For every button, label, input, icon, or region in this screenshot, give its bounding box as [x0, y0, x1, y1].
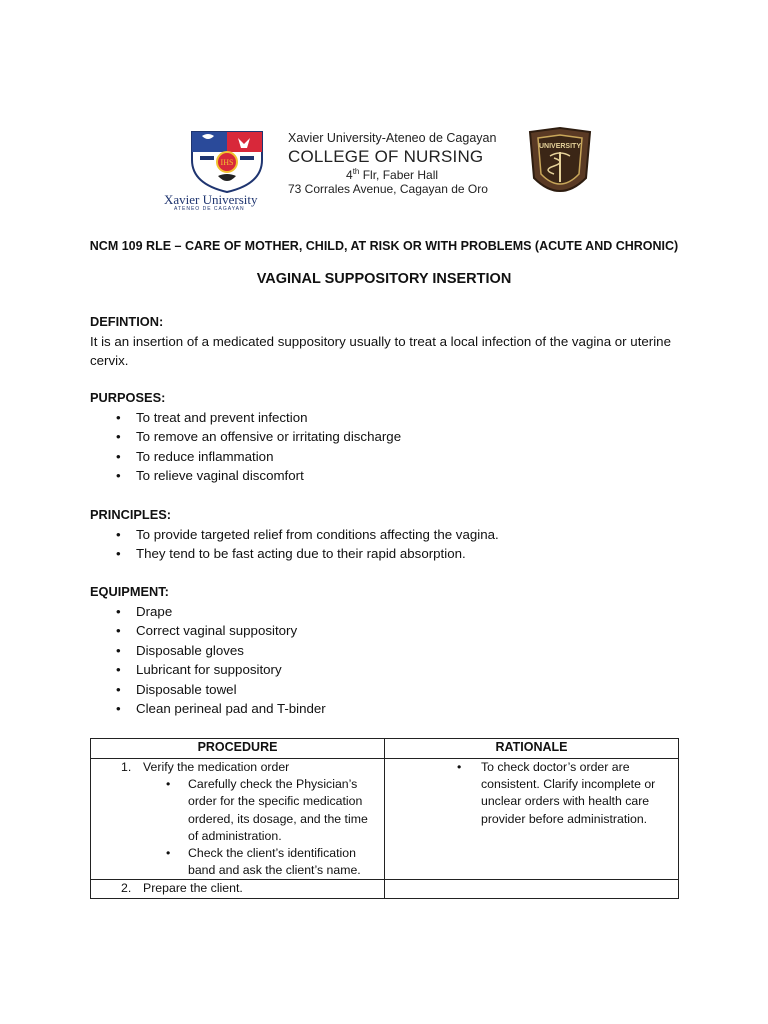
procedure-header: PROCEDURE [91, 739, 385, 759]
rationale-cell [385, 880, 679, 898]
list-item: • Disposable gloves [116, 641, 680, 661]
floor-hall: 4th Flr, Faber Hall [346, 166, 439, 182]
procedure-cell [91, 880, 385, 898]
list-item: • Lubricant for suppository [116, 660, 680, 680]
street-address: 73 Corrales Avenue, Cagayan de Oro [288, 181, 488, 196]
list-item: • Clean perineal pad and T-binder [116, 699, 680, 719]
equipment-label: EQUIPMENT: [90, 584, 169, 599]
list-item: • Drape [116, 602, 680, 622]
college-address-block [288, 132, 496, 195]
university-name: Xavier University [164, 192, 258, 207]
procedure-substeps [91, 776, 384, 879]
list-item: • To provide targeted relief from conditions affecting the vagina. [116, 525, 680, 545]
list-item: • Disposable towel [116, 680, 680, 700]
university-motto: ATENEO DE CAGAYAN [174, 206, 245, 212]
step-text: Prepare the client. [143, 881, 243, 896]
purposes-label: PURPOSES: [90, 390, 166, 405]
purposes-list [90, 408, 680, 486]
rationale-header: RATIONALE [385, 739, 679, 759]
step-number: 2. [121, 881, 132, 896]
list-item: • To check doctor’s order are consistent. Clarify incomplete or unclear orders with health care provider before administration. [457, 759, 670, 828]
college-name: COLLEGE OF NURSING [288, 146, 484, 166]
rationale-cell [385, 759, 679, 880]
list-item: • To treat and prevent infection [116, 408, 680, 428]
procedure-step [91, 880, 384, 897]
list-item: • Correct vaginal suppository [116, 621, 680, 641]
step-text: Verify the medication order [143, 760, 290, 774]
list-item: • To remove an offensive or irritating discharge [116, 427, 680, 447]
purposes-section [90, 388, 680, 486]
document-header [160, 122, 610, 210]
definition-text: It is an insertion of a medicated suppository usually to treat a local infection of the vagina or uterine cervix. [90, 333, 671, 368]
procedure-step [91, 759, 384, 776]
definition-section [90, 312, 680, 371]
table-row [91, 880, 679, 898]
list-item: • Check the client’s identification band and ask the client’s name. [166, 845, 378, 879]
principles-section [90, 505, 680, 564]
list-item: • Carefully check the Physician’s order for the specific medication ordered, its dosage, and the time of administration. [166, 776, 378, 845]
list-item: • To reduce inflammation [116, 447, 680, 467]
course-title: NCM 109 RLE – CARE OF MOTHER, CHILD, AT RISK OR WITH PROBLEMS (ACUTE AND CHRONIC) [89, 239, 679, 253]
seal-text: UNIVERSITY [538, 143, 582, 150]
principles-label: PRINCIPLES: [90, 507, 172, 522]
college-of-nursing-seal-logo [526, 126, 594, 206]
university-full-name: Xavier University-Ateneo de Cagayan [288, 131, 497, 145]
table-row [91, 759, 679, 880]
principles-list [90, 525, 680, 564]
svg-text:IHS: IHS [220, 158, 234, 167]
document-title: VAGINAL SUPPOSITORY INSERTION [256, 271, 512, 287]
list-item: • They tend to be fast acting due to their rapid absorption. [116, 544, 680, 564]
xavier-university-shield-logo [188, 130, 266, 194]
equipment-section [90, 582, 680, 719]
rationale-list [385, 759, 678, 828]
step-number: 1. [121, 760, 132, 774]
list-item: • To relieve vaginal discomfort [116, 466, 680, 486]
procedure-table [90, 738, 679, 899]
procedure-cell [91, 759, 385, 880]
equipment-list [90, 602, 680, 719]
definition-label: DEFINTION: [90, 314, 164, 329]
table-header-row [91, 739, 679, 759]
